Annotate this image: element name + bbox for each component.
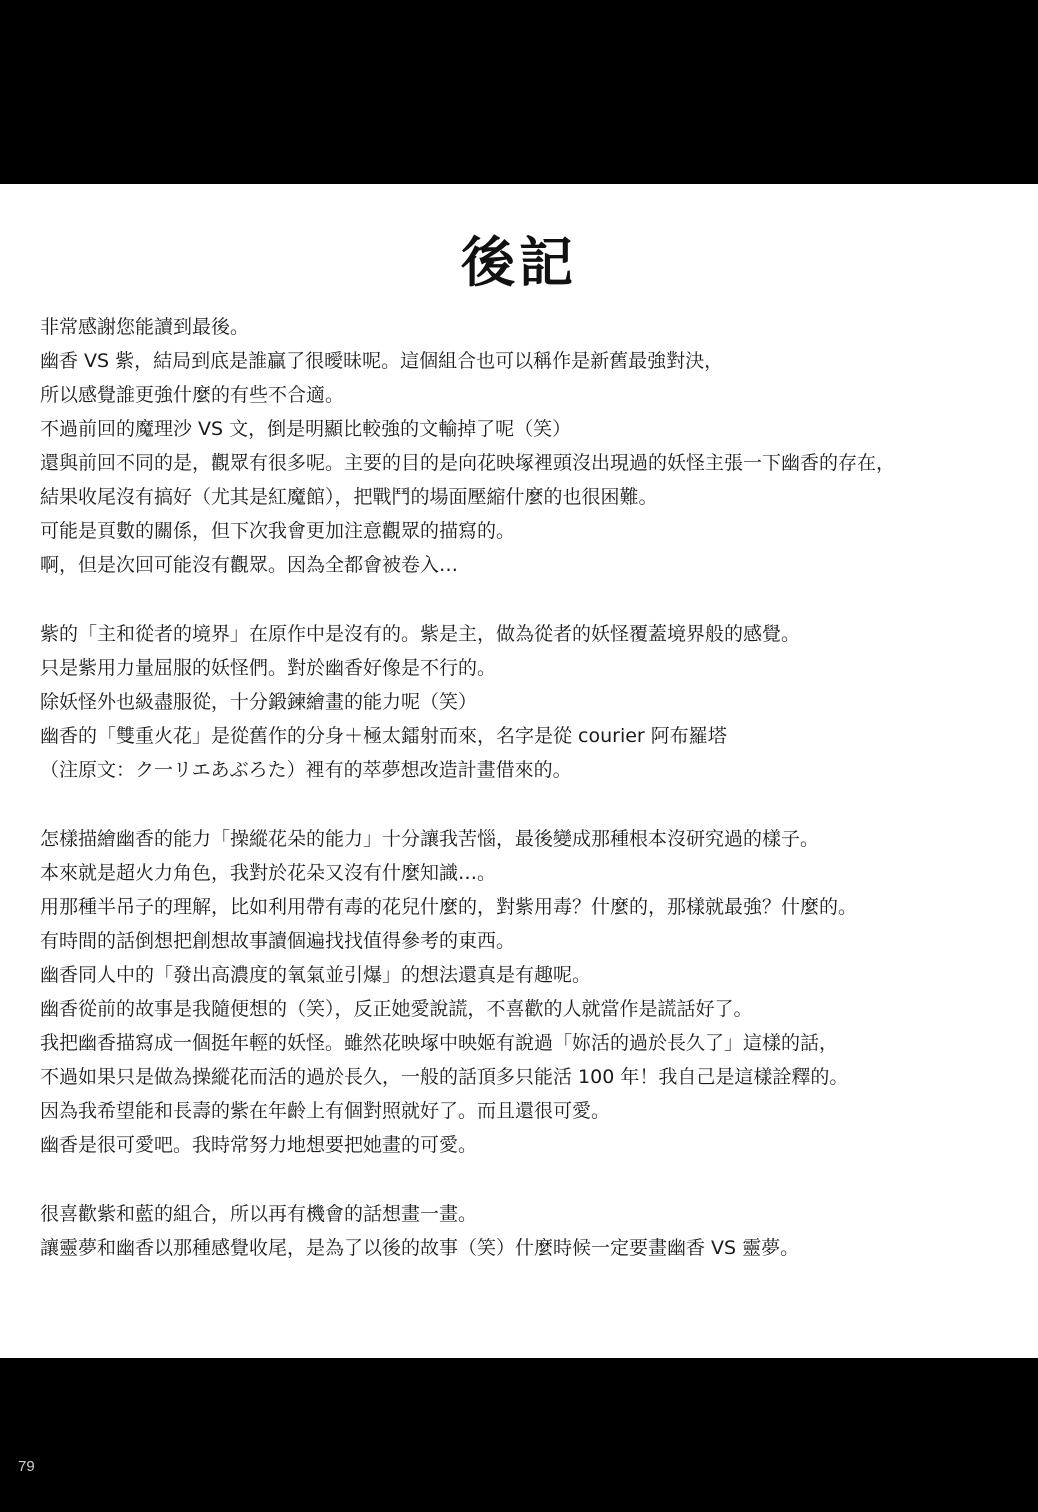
- text-line: 有時間的話倒想把創想故事讀個遍找找值得參考的東西。: [40, 930, 516, 952]
- text-line: 可能是頁數的關係，但下次我會更加注意觀眾的描寫的。: [40, 520, 516, 542]
- text-line: 所以感覺誰更強什麼的有些不合適。: [40, 384, 345, 406]
- text-line: 啊，但是次回可能沒有觀眾。因為全都會被卷入…: [40, 554, 459, 576]
- text-line: 非常感謝您能讀到最後。: [40, 316, 250, 338]
- text-line: 幽香是很可愛吧。我時常努力地想要把她畫的可愛。: [40, 1134, 478, 1156]
- text-line: 除妖怪外也級盡服從，十分鍛鍊繪畫的能力呢（笑）: [40, 691, 478, 713]
- text-line: 幽香 VS 紫，結局到底是誰贏了很曖昧呢。這個組合也可以稱作是新舊最強對決，: [40, 350, 724, 372]
- paragraph-gap: [40, 787, 1000, 822]
- text-line: 讓靈夢和幽香以那種感覺收尾，是為了以後的故事（笑）什麼時候一定要畫幽香 VS 靈夢。: [40, 1237, 800, 1259]
- top-black-band: [0, 0, 1038, 184]
- text-line: 幽香從前的故事是我隨便想的（笑），反正她愛說謊，不喜歡的人就當作是謊話好了。: [40, 998, 753, 1020]
- text-line: 不過前回的魔理沙 VS 文，倒是明顯比較強的文輸掉了呢（笑）: [40, 418, 572, 440]
- text-line: 結果收尾沒有搞好（尤其是紅魔館），把戰鬥的場面壓縮什麼的也很困難。: [40, 486, 658, 508]
- text-line: 很喜歡紫和藍的組合，所以再有機會的話想畫一畫。: [40, 1203, 478, 1225]
- text-line: 怎樣描繪幽香的能力「操縱花朵的能力」十分讓我苦惱，最後變成那種根本沒研究過的樣子。: [40, 828, 820, 850]
- text-line: 還與前回不同的是，觀眾有很多呢。主要的目的是向花映塚裡頭沒出現過的妖怪主張一下幽香的存在，: [40, 452, 896, 474]
- paragraph-gap: [40, 582, 1000, 617]
- text-line: 只是紫用力量屈服的妖怪們。對於幽香好像是不行的。: [40, 657, 497, 679]
- text-line: 不過如果只是做為操縱花而活的過於長久，一般的話頂多只能活 100 年！我自己是這樣詮釋的。: [40, 1066, 849, 1088]
- page-number: 79: [18, 1458, 35, 1475]
- page-title: 後記: [461, 231, 577, 294]
- text-line: 紫的「主和從者的境界」在原作中是沒有的。紫是主，做為從者的妖怪覆蓋境界般的感覺。: [40, 623, 801, 645]
- text-line: 因為我希望能和長壽的紫在年齡上有個對照就好了。而且還很可愛。: [40, 1100, 611, 1122]
- text-line: 我把幽香描寫成一個挺年輕的妖怪。雖然花映塚中映姬有說過「妳活的過於長久了」這樣的話，: [40, 1032, 839, 1054]
- text-line: 本來就是超火力角色，我對於花朵又沒有什麼知識…。: [40, 862, 497, 884]
- paragraph-gap: [40, 1162, 1000, 1197]
- bottom-black-band: [0, 1358, 1038, 1512]
- text-line: 幽香的「雙重火花」是從舊作的分身＋極太鐳射而來，名字是從 courier 阿布羅塔: [40, 725, 727, 747]
- text-line: 用那種半吊子的理解，比如利用帶有毒的花兒什麼的，對紫用毒？什麼的，那樣就最強？什麼的。: [40, 896, 858, 918]
- document-page: [0, 184, 1038, 1358]
- text-line: （注原文：ク一リエあぶろた）裡有的萃夢想改造計畫借來的。: [40, 759, 572, 781]
- afterword-body: [40, 310, 1000, 1265]
- text-line: 幽香同人中的「發出高濃度的氧氣並引爆」的想法還真是有趣呢。: [40, 964, 592, 986]
